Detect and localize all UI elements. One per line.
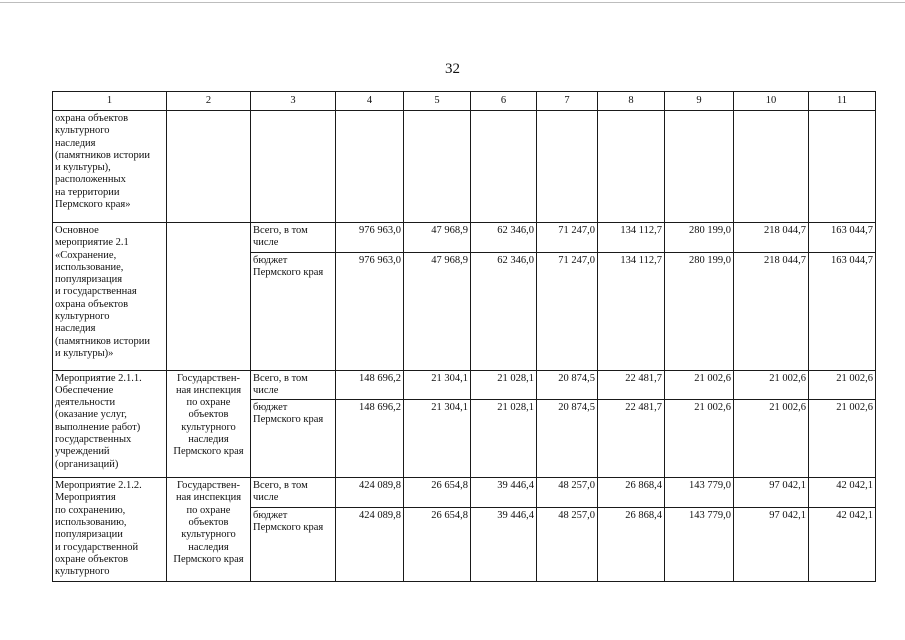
value-cell: 21 304,1	[404, 370, 471, 400]
value-cell: 22 481,7	[598, 370, 665, 400]
value-cell: 976 963,0	[336, 252, 404, 370]
value-cell: 47 968,9	[404, 252, 471, 370]
value-cell: 21 002,6	[809, 370, 876, 400]
value-cell: 71 247,0	[537, 223, 598, 253]
value-cell: 20 874,5	[537, 400, 598, 478]
empty-cell	[665, 111, 734, 223]
empty-cell	[251, 111, 336, 223]
column-number-row	[53, 92, 876, 111]
column-header: 1	[53, 92, 167, 111]
activity-name: Мероприятие 2.1.1. Обеспечение деятельности (оказание услуг, выполнение работ) государственных учреждений (организаций)	[53, 370, 167, 478]
value-cell: 134 112,7	[598, 252, 665, 370]
value-cell: 48 257,0	[537, 478, 598, 508]
value-cell: 26 654,8	[404, 507, 471, 581]
table-row	[53, 478, 876, 508]
table-row	[53, 223, 876, 253]
column-header: 9	[665, 92, 734, 111]
empty-cell	[598, 111, 665, 223]
value-cell: 39 446,4	[471, 478, 537, 508]
empty-cell	[404, 111, 471, 223]
value-cell: 22 481,7	[598, 400, 665, 478]
activity-name: Основное мероприятие 2.1 «Сохранение, использование, популяризация и государственная охрана объектов культурного наследия (памятников истории и культуры)»	[53, 223, 167, 371]
value-cell: 42 042,1	[809, 478, 876, 508]
value-cell: 26 868,4	[598, 507, 665, 581]
value-cell: 143 779,0	[665, 478, 734, 508]
value-cell: 62 346,0	[471, 252, 537, 370]
value-cell: 21 304,1	[404, 400, 471, 478]
value-cell: 280 199,0	[665, 223, 734, 253]
value-cell: 21 002,6	[734, 400, 809, 478]
value-cell: 280 199,0	[665, 252, 734, 370]
funding-source: Всего, в том числе	[251, 478, 336, 508]
value-cell: 163 044,7	[809, 223, 876, 253]
value-cell: 62 346,0	[471, 223, 537, 253]
value-cell: 21 028,1	[471, 370, 537, 400]
value-cell: 976 963,0	[336, 223, 404, 253]
empty-cell	[167, 111, 251, 223]
activity-name: Мероприятие 2.1.2. Мероприятия по сохранению, использованию, популяризации и государственной охране объектов культурного	[53, 478, 167, 582]
empty-cell	[734, 111, 809, 223]
table-row	[53, 370, 876, 400]
column-header: 11	[809, 92, 876, 111]
value-cell: 20 874,5	[537, 370, 598, 400]
column-header: 4	[336, 92, 404, 111]
column-header: 6	[471, 92, 537, 111]
page-number: 32	[445, 61, 460, 77]
funding-source: бюджет Пермского края	[251, 252, 336, 370]
column-header: 3	[251, 92, 336, 111]
value-cell: 218 044,7	[734, 252, 809, 370]
column-header: 7	[537, 92, 598, 111]
empty-cell	[336, 111, 404, 223]
funding-source: Всего, в том числе	[251, 223, 336, 253]
value-cell: 47 968,9	[404, 223, 471, 253]
value-cell: 26 654,8	[404, 478, 471, 508]
executor: Государствен- ная инспекция по охране объектов культурного наследия Пермского края	[167, 478, 251, 582]
column-header: 2	[167, 92, 251, 111]
value-cell: 163 044,7	[809, 252, 876, 370]
funding-source: Всего, в том числе	[251, 370, 336, 400]
empty-cell	[809, 111, 876, 223]
column-header: 10	[734, 92, 809, 111]
funding-source: бюджет Пермского края	[251, 400, 336, 478]
value-cell: 71 247,0	[537, 252, 598, 370]
value-cell: 218 044,7	[734, 223, 809, 253]
value-cell: 48 257,0	[537, 507, 598, 581]
value-cell: 148 696,2	[336, 400, 404, 478]
value-cell: 134 112,7	[598, 223, 665, 253]
continuation-row	[53, 111, 876, 223]
value-cell: 21 002,6	[665, 400, 734, 478]
empty-cell	[471, 111, 537, 223]
budget-table	[52, 91, 876, 582]
value-cell: 97 042,1	[734, 478, 809, 508]
value-cell: 21 002,6	[665, 370, 734, 400]
value-cell: 21 028,1	[471, 400, 537, 478]
column-header: 5	[404, 92, 471, 111]
value-cell: 39 446,4	[471, 507, 537, 581]
page-top-edge	[0, 2, 905, 3]
value-cell: 26 868,4	[598, 478, 665, 508]
continuation-name: охрана объектов культурного наследия (памятников истории и культуры), расположенных на территории Пермского края»	[53, 111, 167, 223]
value-cell: 424 089,8	[336, 507, 404, 581]
empty-cell	[537, 111, 598, 223]
executor	[167, 223, 251, 371]
column-header: 8	[598, 92, 665, 111]
executor: Государствен- ная инспекция по охране объектов культурного наследия Пермского края	[167, 370, 251, 478]
value-cell: 148 696,2	[336, 370, 404, 400]
value-cell: 21 002,6	[809, 400, 876, 478]
value-cell: 42 042,1	[809, 507, 876, 581]
value-cell: 97 042,1	[734, 507, 809, 581]
value-cell: 143 779,0	[665, 507, 734, 581]
value-cell: 424 089,8	[336, 478, 404, 508]
value-cell: 21 002,6	[734, 370, 809, 400]
funding-source: бюджет Пермского края	[251, 507, 336, 581]
